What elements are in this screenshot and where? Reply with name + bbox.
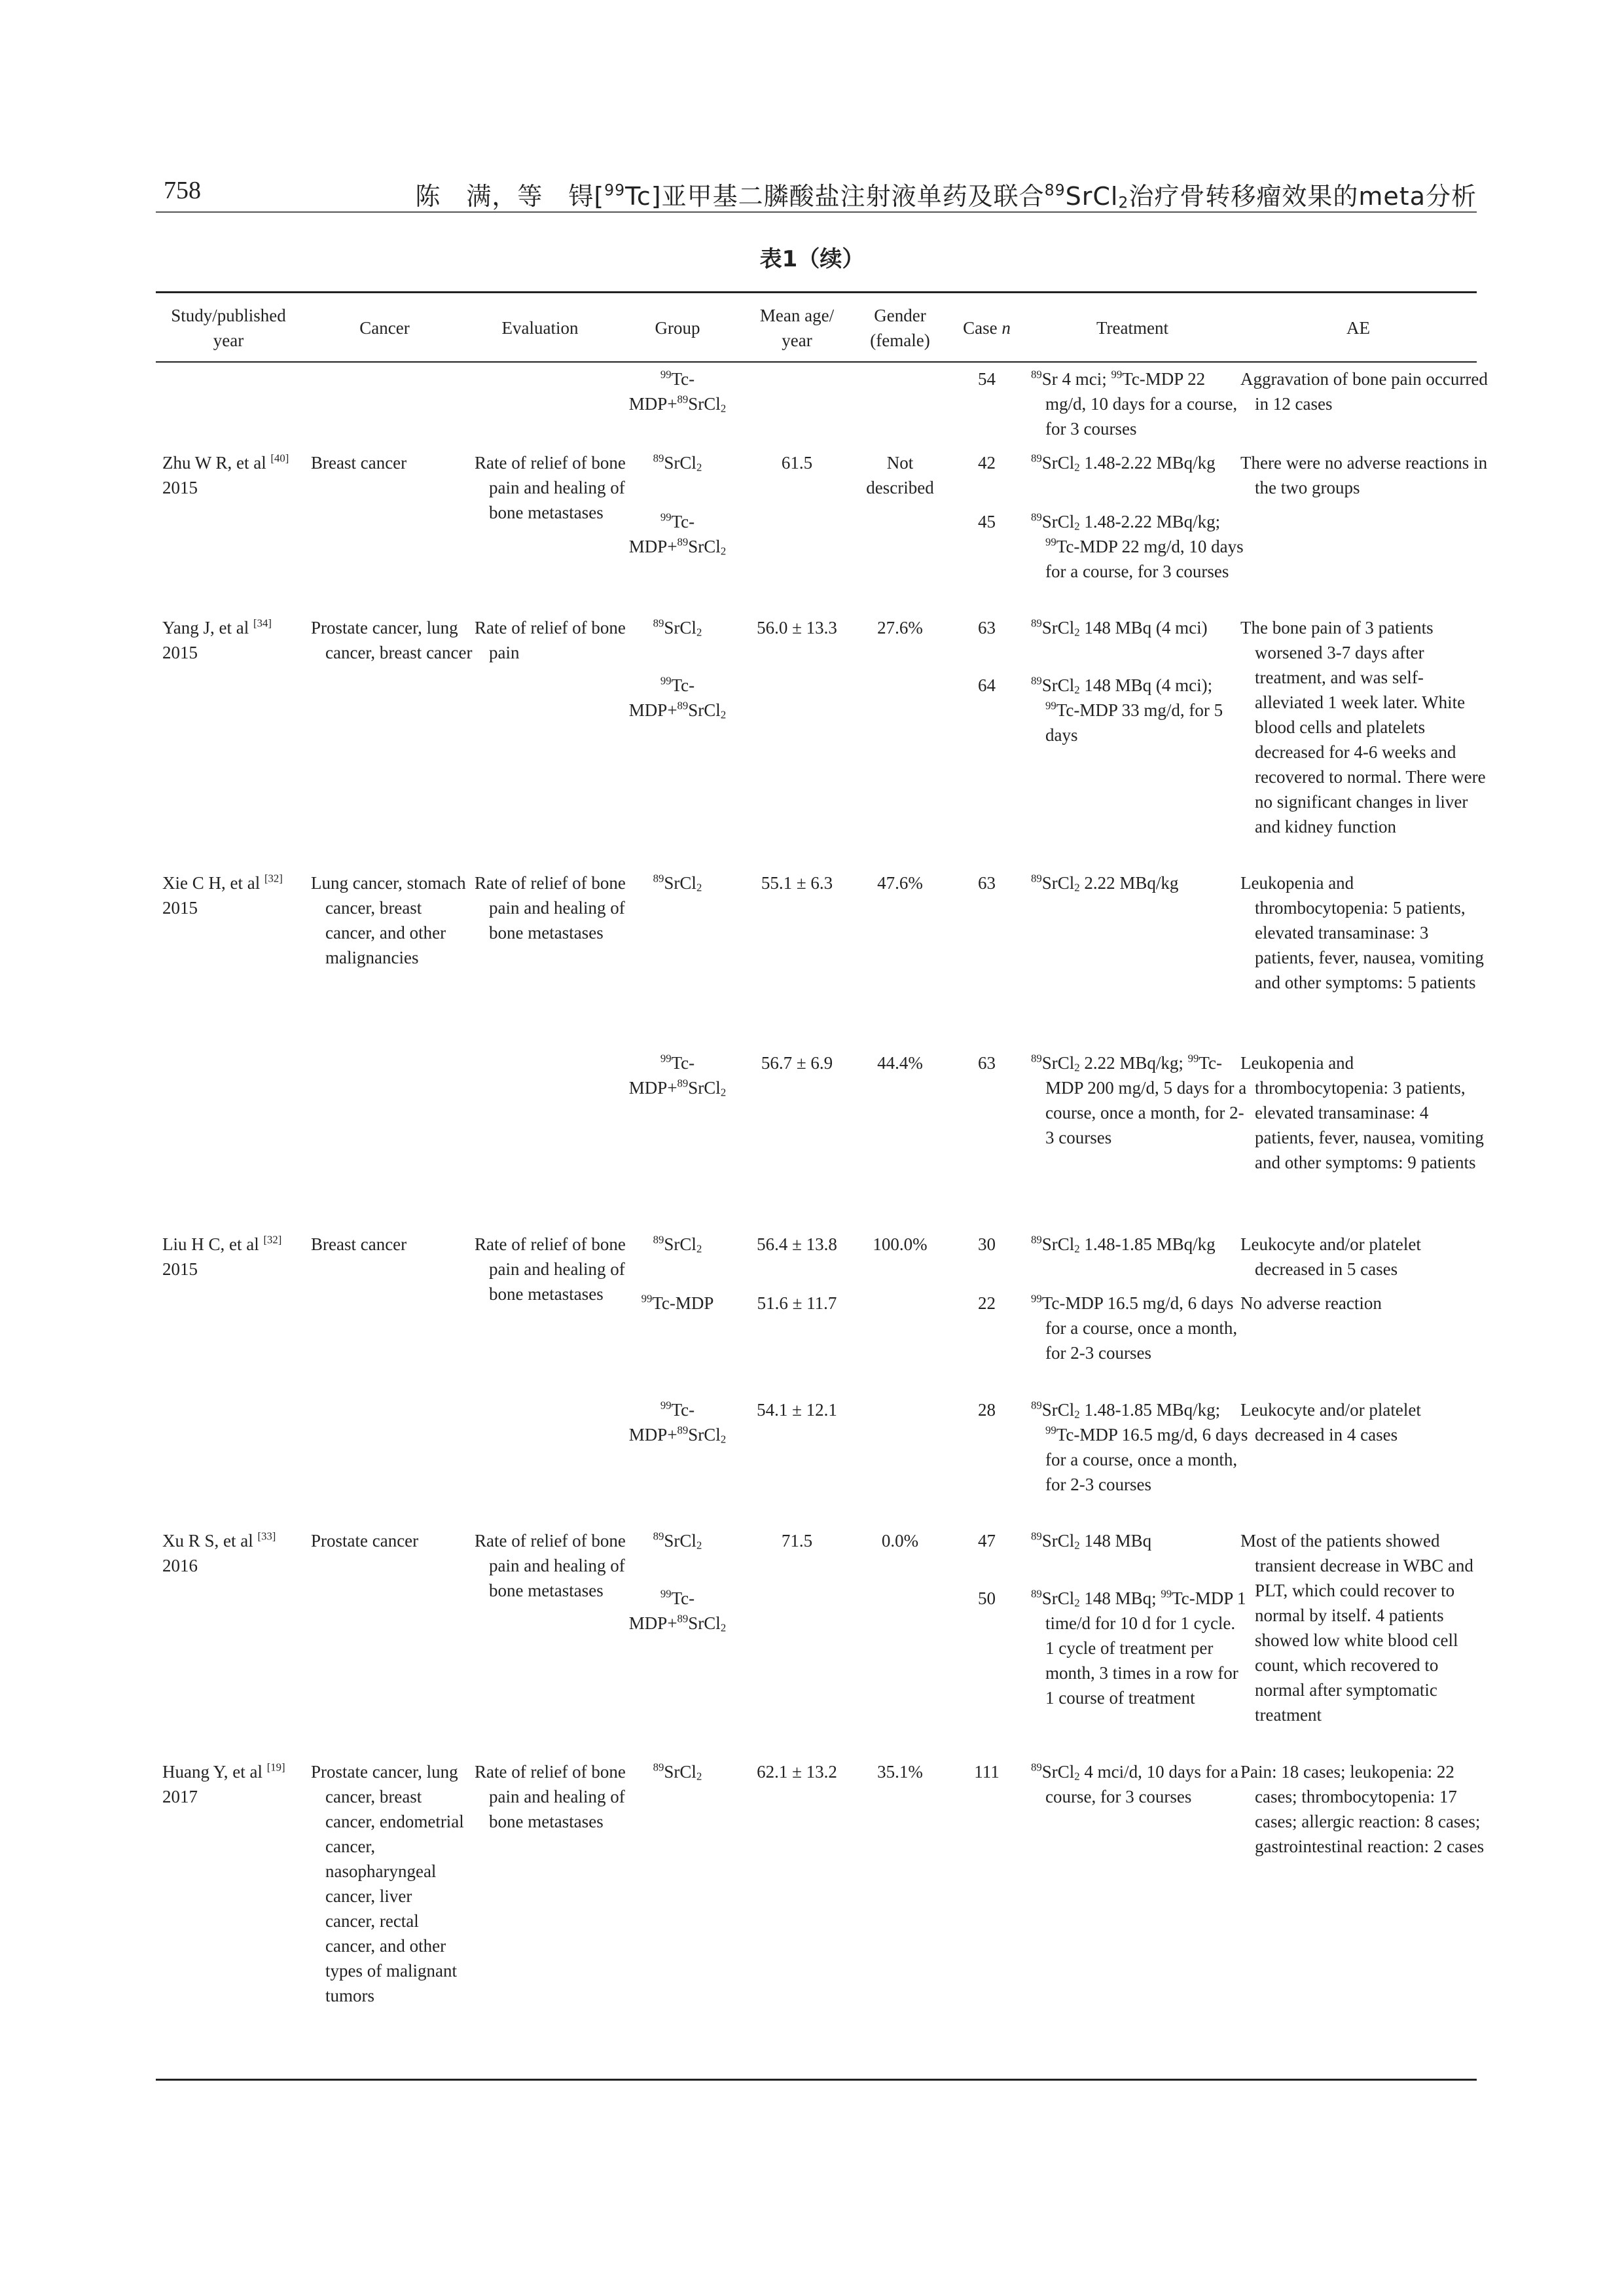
table-cell-age: 56.4 ± 13.8 <box>757 1234 837 1254</box>
table-cell-group: $^{99}$Tc- MDP+$^{89}$SrCl$_2$ <box>628 1399 727 1446</box>
table-cell-group: $^{99}$Tc- MDP+$^{89}$SrCl$_2$ <box>628 674 727 721</box>
table-cell-group: $^{89}$SrCl$_2$ <box>653 452 702 474</box>
table-cell-case: 42 <box>978 453 996 473</box>
table-cell-study: Xu R S, et al [33] 2016 <box>162 1530 276 1575</box>
table-cell-ae: Aggravation of bone pain occurred in 12 cases <box>1240 369 1488 414</box>
table-cell-treatment: $^{89}$SrCl$_2$ 1.48-1.85 MBq/kg; $^{99}$Tc-MDP 16.5 mg/d, 6 days for a course, once a month, for 2-3 courses <box>1031 1399 1248 1494</box>
column-header-study: Study/published year <box>171 306 286 350</box>
table-cell-gender: Not described <box>866 453 934 497</box>
table-cell-gender: 47.6% <box>877 873 923 893</box>
table-cell-study: Huang Y, et al [19] 2017 <box>162 1761 285 1806</box>
table-cell-treatment: $^{89}$SrCl$_2$ 1.48-1.85 MBq/kg <box>1031 1233 1216 1255</box>
table-cell-treatment: $^{89}$SrCl$_2$ 2.22 MBq/kg; $^{99}$Tc-MDP 200 mg/d, 5 days for a course, once a month, for 2-3 courses <box>1031 1052 1247 1147</box>
table-cell-case: 54 <box>978 369 996 389</box>
page-header <box>156 173 1477 213</box>
table-cell-cancer: Prostate cancer, lung cancer, breast cancer, endometrial cancer, nasopharyngeal cancer, liver cancer, rectal cancer, and other types of malignant tumors <box>311 1762 464 2005</box>
table-cell-group: $^{89}$SrCl$_2$ <box>653 617 702 639</box>
table-cell-case: 63 <box>978 1053 996 1073</box>
table-cell-ae: Leukopenia and thrombocytopenia: 5 patients, elevated transaminase: 3 patients, fever, nausea, vomiting and other symptoms: 5 patients <box>1240 873 1484 992</box>
table-title: 表1（续） <box>759 246 865 272</box>
table-cell-evaluation: Rate of relief of bone pain and healing of bone metastases <box>475 1234 626 1304</box>
table-cell-case: 47 <box>978 1531 996 1551</box>
table-cell-cancer: Prostate cancer <box>311 1531 419 1551</box>
table-bottom-rule <box>156 2079 1477 2081</box>
table-cell-gender: 44.4% <box>877 1053 923 1073</box>
table-cell-ae: Most of the patients showed transient decrease in WBC and PLT, which could recover to normal by itself. 4 patients showed low white blood cell count, which recovered to normal after symptomatic treatment <box>1240 1531 1473 1725</box>
table-cell-evaluation: Rate of relief of bone pain and healing of bone metastases <box>475 453 626 522</box>
table-cell-group: $^{99}$Tc- MDP+$^{89}$SrCl$_2$ <box>628 1587 727 1634</box>
table-cell-treatment: $^{89}$SrCl$_2$ 1.48-2.22 MBq/kg <box>1031 452 1216 474</box>
table-cell-ae: Pain: 18 cases; leukopenia: 22 cases; thrombocytopenia: 17 cases; allergic reaction: 8 cases; gastrointestinal reaction: 2 cases <box>1240 1762 1485 1856</box>
table-cell-gender: 0.0% <box>881 1531 919 1551</box>
table-cell-group: $^{89}$SrCl$_2$ <box>653 1233 702 1255</box>
table-cell-treatment: $^{89}$SrCl$_2$ 148 MBq (4 mci); $^{99}$Tc-MDP 33 mg/d, for 5 days <box>1031 674 1223 745</box>
table-cell-age: 56.0 ± 13.3 <box>757 618 837 637</box>
table-cell-age: 55.1 ± 6.3 <box>761 873 833 893</box>
column-header-evaluation: Evaluation <box>501 318 579 338</box>
column-header-ae: AE <box>1346 318 1370 338</box>
table-cell-treatment: $^{89}$SrCl$_2$ 2.22 MBq/kg <box>1031 872 1179 894</box>
table-cell-case: 22 <box>978 1293 996 1313</box>
table-cell-case: 64 <box>978 675 996 695</box>
table-header-rule <box>156 361 1477 363</box>
table-cell-case: 30 <box>978 1234 996 1254</box>
table-cell-study: Zhu W R, et al [40] 2015 <box>162 452 289 497</box>
table-cell-treatment: $^{89}$SrCl$_2$ 148 MBq (4 mci) <box>1031 617 1208 639</box>
table-cell-ae: Leukocyte and/or platelet decreased in 5 cases <box>1240 1234 1421 1279</box>
table-cell-group: $^{99}$Tc-MDP <box>641 1292 714 1313</box>
table-top-rule <box>156 291 1477 293</box>
table-cell-age: 61.5 <box>781 453 813 473</box>
table-cell-evaluation: Rate of relief of bone pain and healing of bone metastases <box>475 1762 626 1831</box>
table-cell-gender: 100.0% <box>873 1234 928 1254</box>
table-cell-group: $^{89}$SrCl$_2$ <box>653 1761 702 1783</box>
table-cell-treatment: $^{89}$SrCl$_2$ 4 mci/d, 10 days for a course, for 3 courses <box>1031 1761 1238 1806</box>
column-header-gender: Gender (female) <box>870 306 930 350</box>
table-cell-case: 63 <box>978 873 996 893</box>
table-cell-study: Yang J, et al [34] 2015 <box>162 617 272 662</box>
table-cell-case: 45 <box>978 512 996 531</box>
table-cell-cancer: Breast cancer <box>311 1234 407 1254</box>
table-cell-ae: The bone pain of 3 patients worsened 3-7 days after treatment, and was self-alleviated 1 week later. White blood cells and platelets decreased for 4-6 weeks and recovered to normal. There were no significant changes in liver and kidney function <box>1240 618 1486 836</box>
column-header-cancer: Cancer <box>359 318 410 338</box>
table-cell-group: $^{89}$SrCl$_2$ <box>653 872 702 894</box>
table-cell-age: 51.6 ± 11.7 <box>757 1293 837 1313</box>
table-cell-group: $^{99}$Tc- MDP+$^{89}$SrCl$_2$ <box>628 511 727 558</box>
table-cell-ae: Leukopenia and thrombocytopenia: 3 patients, elevated transaminase: 4 patients, fever, nausea, vomiting and other symptoms: 9 patients <box>1240 1053 1484 1172</box>
column-header-treatment: Treatment <box>1096 318 1168 338</box>
column-header-group: Group <box>655 318 700 338</box>
table-cell-gender: 35.1% <box>877 1762 923 1782</box>
table-cell-study: Xie C H, et al [32] 2015 <box>162 872 283 918</box>
table-cell-treatment: $^{89}$SrCl$_2$ 1.48-2.22 MBq/kg; $^{99}$Tc-MDP 22 mg/d, 10 days for a course, for 3 courses <box>1031 511 1244 581</box>
table-cell-group: $^{89}$SrCl$_2$ <box>653 1530 702 1552</box>
table-cell-case: 63 <box>978 618 996 637</box>
table-cell-ae: There were no adverse reactions in the two groups <box>1240 453 1488 497</box>
table-cell-cancer: Prostate cancer, lung cancer, breast cancer <box>311 618 473 662</box>
table-cell-treatment: $^{89}$SrCl$_2$ 148 MBq <box>1031 1530 1152 1552</box>
table-cell-case: 50 <box>978 1588 996 1608</box>
table-cell-cancer: Breast cancer <box>311 453 407 473</box>
table-cell-age: 62.1 ± 13.2 <box>757 1762 837 1782</box>
table-cell-evaluation: Rate of relief of bone pain and healing of bone metastases <box>475 873 626 942</box>
table-cell-ae: No adverse reaction <box>1240 1293 1382 1313</box>
page-number: 758 <box>164 177 201 204</box>
table-cell-age: 54.1 ± 12.1 <box>757 1400 837 1420</box>
table-cell-gender: 27.6% <box>877 618 923 637</box>
column-header-age: Mean age/ year <box>759 306 835 350</box>
column-header-case: Case n <box>963 318 1011 338</box>
table-cell-cancer: Lung cancer, stomach cancer, breast cancer, and other malignancies <box>311 873 466 967</box>
table-cell-evaluation: Rate of relief of bone pain <box>475 618 626 662</box>
table-cell-ae: Leukocyte and/or platelet decreased in 4 cases <box>1240 1400 1421 1444</box>
table-cell-treatment: $^{89}$SrCl$_2$ 148 MBq; $^{99}$Tc-MDP 1 time/d for 10 d for 1 cycle. 1 cycle of treatment per month, 3 times in a row for 1 course of treatment <box>1031 1587 1246 1708</box>
table-cell-age: 56.7 ± 6.9 <box>761 1053 833 1073</box>
table-cell-group: $^{99}$Tc- MDP+$^{89}$SrCl$_2$ <box>628 368 727 415</box>
table-cell-treatment: $^{89}$Sr 4 mci; $^{99}$Tc-MDP 22 mg/d, 10 days for a course, for 3 courses <box>1031 368 1238 439</box>
table-cell-study: Liu H C, et al [32] 2015 <box>162 1233 282 1279</box>
table-cell-evaluation: Rate of relief of bone pain and healing of bone metastases <box>475 1531 626 1600</box>
table-cell-case: 111 <box>974 1762 1000 1782</box>
table-cell-age: 71.5 <box>781 1531 813 1551</box>
table-cell-treatment: $^{99}$Tc-MDP 16.5 mg/d, 6 days for a course, once a month, for 2-3 courses <box>1031 1292 1238 1363</box>
table-cell-group: $^{99}$Tc- MDP+$^{89}$SrCl$_2$ <box>628 1052 727 1099</box>
running-title: 陈 满，等 锝[$^{99}$Tc]亚甲基二膦酸盐注射液单药及联合$^{89}$SrCl$_2$治疗骨转移瘤效果的meta分析 <box>415 181 1477 212</box>
table-cell-case: 28 <box>978 1400 996 1420</box>
